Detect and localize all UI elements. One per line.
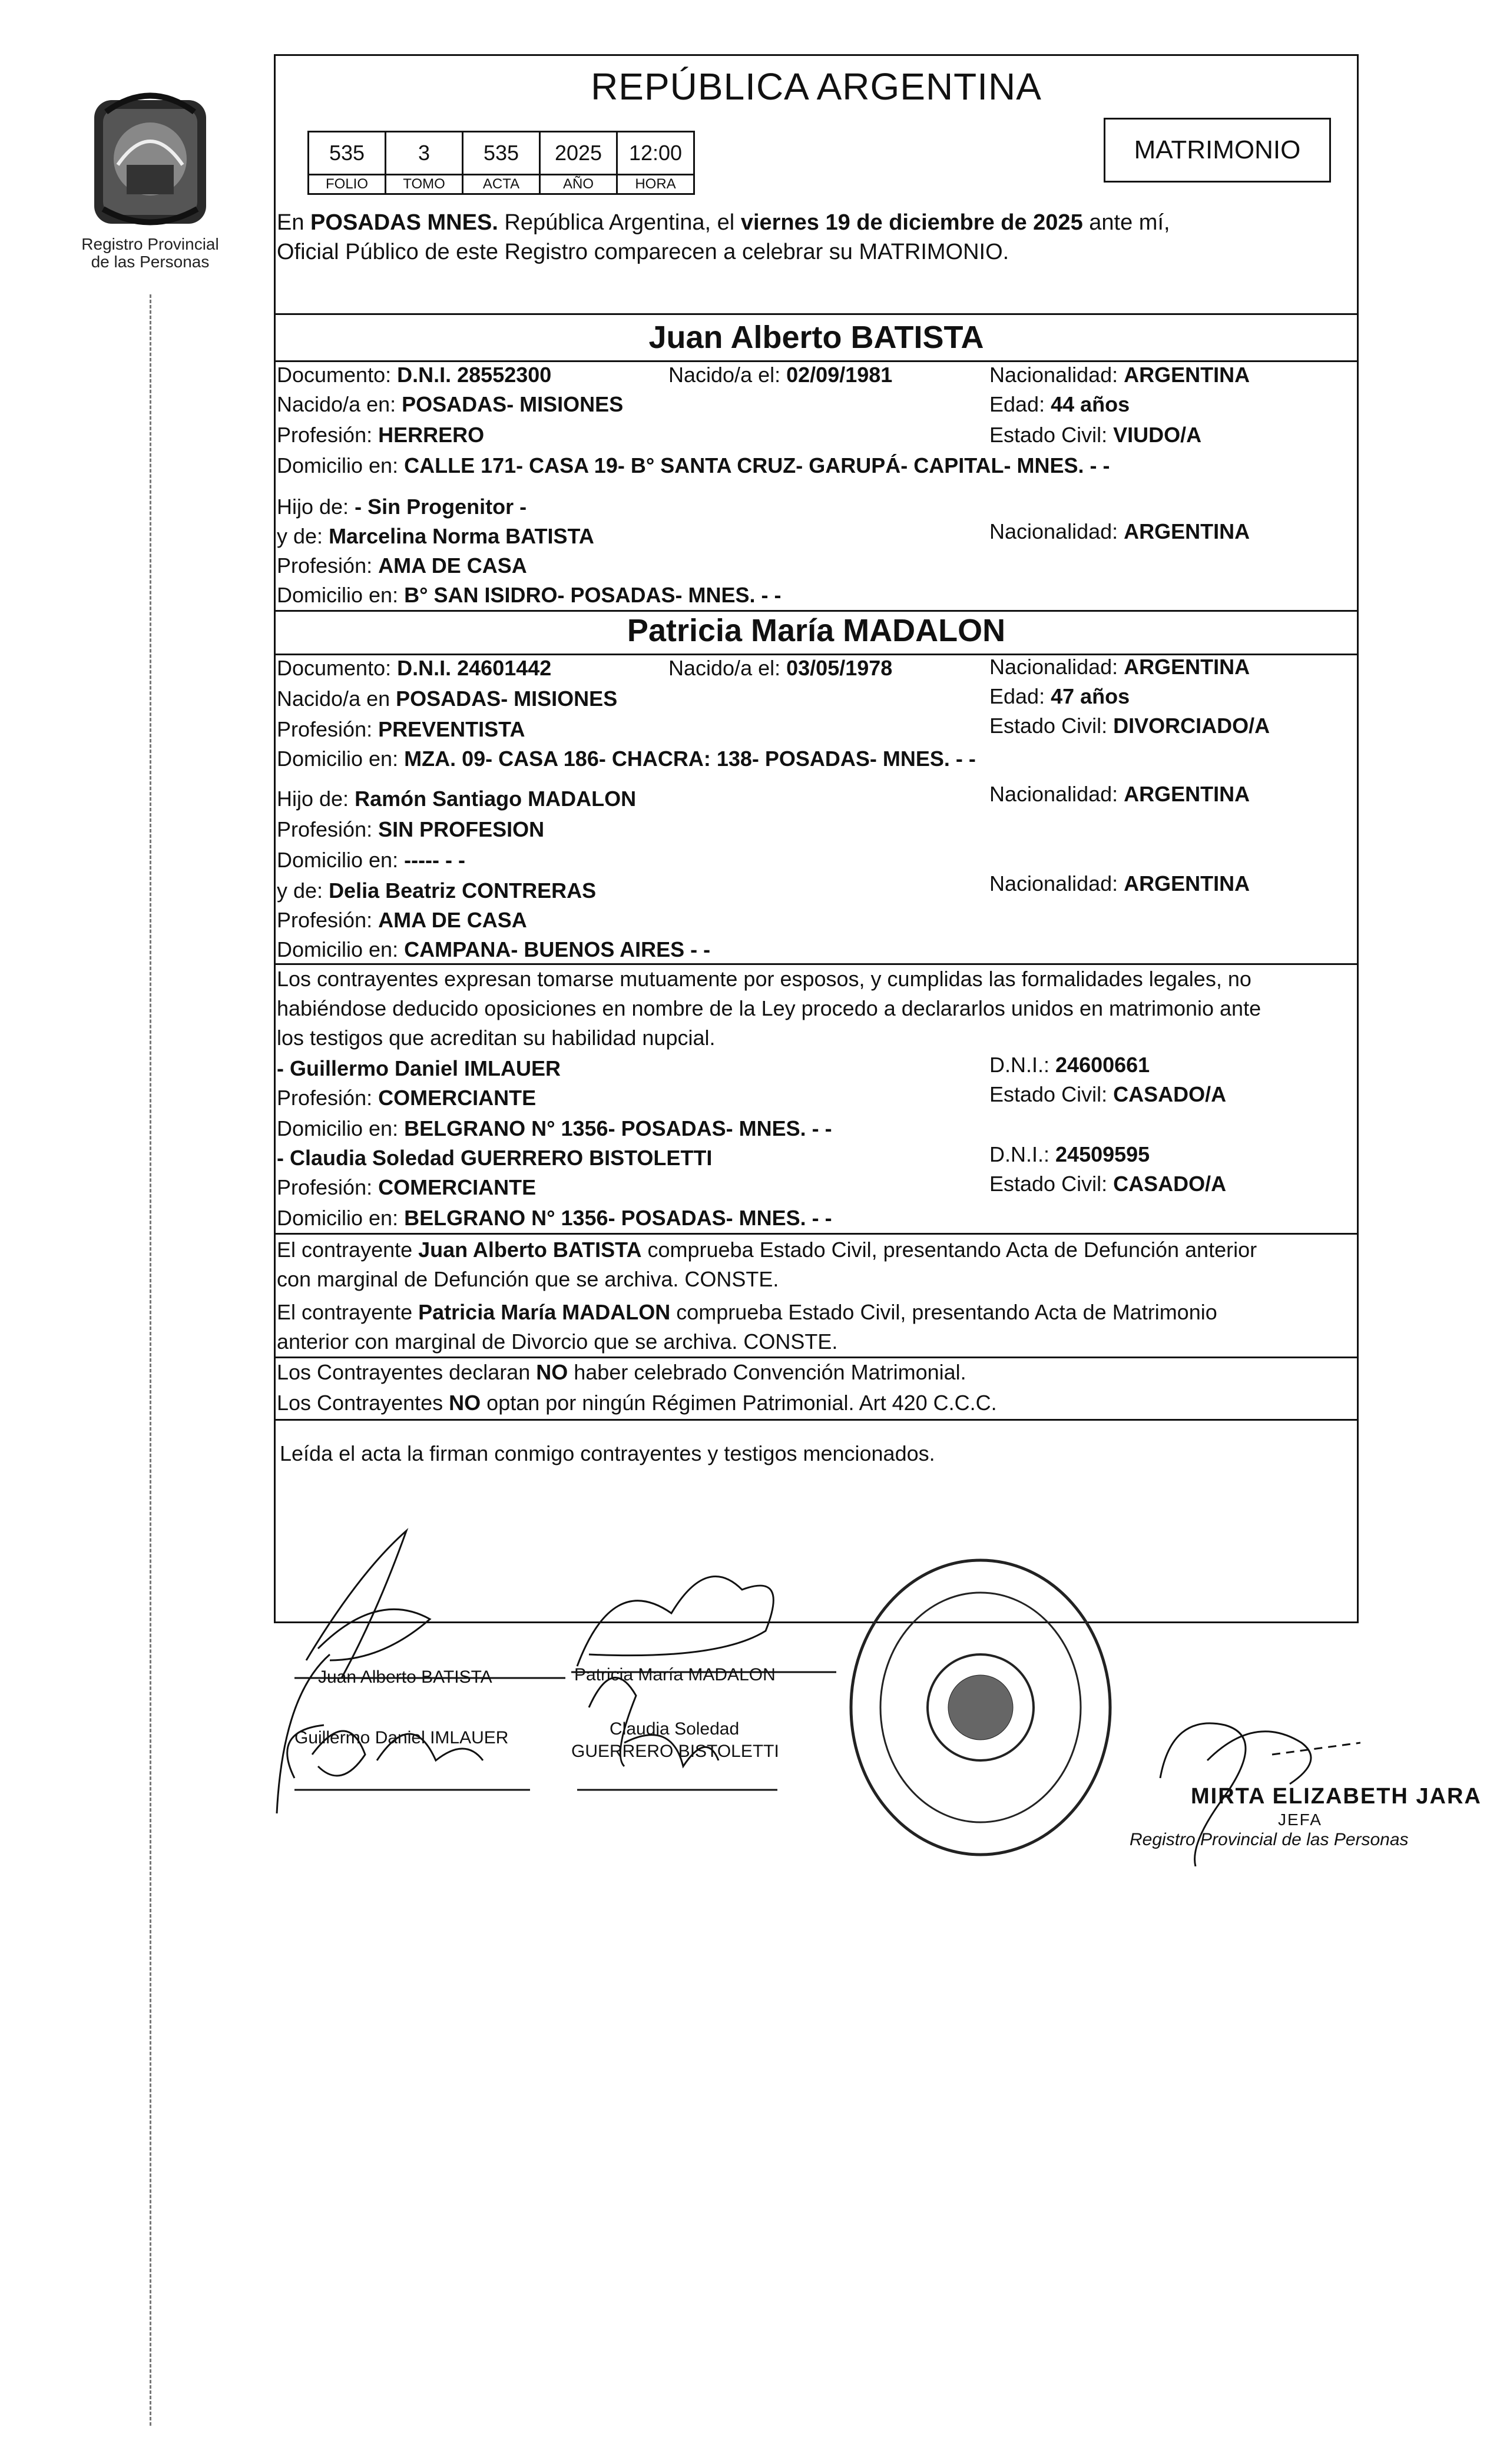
bride-father-nationality: Nacionalidad: ARGENTINA [989,782,1250,806]
declaration-line-3: los testigos que acreditan su habilidad nupcial. [277,1026,716,1050]
regime-line-1: Los Contrayentes declaran NO haber celebrado Convención Matrimonial. [277,1360,966,1384]
acta-value: 535 [463,132,540,175]
note-bride-line-2: anterior con marginal de Divorcio que se archiva. CONSTE. [277,1329,838,1354]
margin-dashed-line [150,294,151,2426]
acta-label: ACTA [463,175,540,194]
folio-value: 535 [309,132,386,175]
regime-line-2: Los Contrayentes NO optan por ningún Régimen Patrimonial. Art 420 C.C.C. [277,1391,997,1415]
witness2-name: - Claudia Soledad GUERRERO BISTOLETTI [277,1146,713,1170]
groom-nationality: Nacionalidad: ARGENTINA [989,363,1250,387]
groom-born-date: Nacido/a el: 02/09/1981 [668,363,893,387]
bride-nationality: Nacionalidad: ARGENTINA [989,655,1250,679]
witness2-signature-label-2: GUERRERO BISTOLETTI [571,1742,779,1761]
witness1-dni: D.N.I.: 24600661 [989,1053,1150,1077]
bride-mother-nationality: Nacionalidad: ARGENTINA [989,871,1250,896]
section-divider [274,963,1359,965]
witness1-name: - Guillermo Daniel IMLAUER [277,1056,561,1080]
country-heading: REPÚBLICA ARGENTINA [591,65,1042,108]
act-type-box: MATRIMONIO [1104,118,1331,183]
bride-born-place: Nacido/a en POSADAS- MISIONES [277,687,618,711]
bride-mother-profession: Profesión: AMA DE CASA [277,908,527,932]
hora-value: 12:00 [617,132,694,175]
groom-civil-status: Estado Civil: VIUDO/A [989,423,1202,447]
groom-profession: Profesión: HERRERO [277,423,485,447]
groom-signature-label: Juan Alberto BATISTA [318,1667,492,1687]
intro-line-2: Oficial Público de este Registro comparecen a celebrar su MATRIMONIO. [277,240,1009,264]
intro-date: viernes 19 de diciembre de 2025 [740,210,1083,235]
bride-born-date: Nacido/a el: 03/05/1978 [668,656,893,680]
bride-document: Documento: D.N.I. 24601442 [277,656,552,680]
hora-label: HORA [617,175,694,194]
groom-mother: y de: Marcelina Norma BATISTA [277,524,594,548]
declaration-line-2: habiéndose deducido oposiciones en nombre de la Ley procedo a declararlos unidos en matrimonio ante [277,996,1261,1020]
tomo-value: 3 [386,132,463,175]
witness1-signature-label: Guillermo Daniel IMLAUER [294,1728,509,1747]
bride-father: Hijo de: Ramón Santiago MADALON [277,787,637,811]
groom-name-heading: Juan Alberto BATISTA [648,320,984,355]
bride-mother-address: Domicilio en: CAMPANA- BUENOS AIRES - - [277,937,711,961]
bride-address: Domicilio en: MZA. 09- CASA 186- CHACRA: 138- POSADAS- MNES. - - [277,747,976,771]
witness1-civil-status: Estado Civil: CASADO/A [989,1082,1227,1106]
folio-label: FOLIO [309,175,386,194]
witness2-address: Domicilio en: BELGRANO N° 1356- POSADAS- MNES. - - [277,1206,832,1230]
intro-line-1: En POSADAS MNES. República Argentina, el viernes 19 de diciembre de 2025 ante mí, [277,210,1170,235]
intro-place: POSADAS MNES. [310,210,498,235]
bride-mother: y de: Delia Beatriz CONTRERAS [277,878,597,903]
groom-mother-address: Domicilio en: B° SAN ISIDRO- POSADAS- MNES. - - [277,583,782,607]
groom-signature-icon [294,1531,565,1678]
witness1-profession: Profesión: COMERCIANTE [277,1086,537,1110]
closing-statement: Leída el acta la firman conmigo contrayentes y testigos mencionados. [280,1441,935,1465]
tomo-label: TOMO [386,175,463,194]
emblem-caption-1: Registro Provincial [81,235,219,253]
section-divider [274,313,1359,315]
bride-signature-icon [571,1577,836,1673]
registry-reference-table [307,131,695,195]
official-registry: Registro Provincial de las Personas [1130,1830,1409,1849]
official-name: MIRTA ELIZABETH JARA [1191,1784,1482,1809]
witness1-address: Domicilio en: BELGRANO N° 1356- POSADAS- MNES. - - [277,1116,832,1140]
section-divider [274,610,1359,612]
witness2-signature-label-1: Claudia Soledad [610,1719,740,1739]
anio-value: 2025 [540,132,617,175]
groom-mother-profession: Profesión: AMA DE CASA [277,553,527,578]
witness2-civil-status: Estado Civil: CASADO/A [989,1172,1227,1196]
groom-age: Edad: 44 años [989,392,1130,416]
misiones-seal-icon [71,77,230,236]
note-bride-line-1: El contrayente Patricia María MADALON comprueba Estado Civil, presentando Acta de Matrimonio [277,1300,1217,1324]
declaration-line-1: Los contrayentes expresan tomarse mutuamente por esposos, y cumplidas las formalidades legales, no [277,967,1251,991]
bride-civil-status: Estado Civil: DIVORCIADO/A [989,714,1270,738]
witness2-profession: Profesión: COMERCIANTE [277,1175,537,1199]
note-groom-line-1: El contrayente Juan Alberto BATISTA comprueba Estado Civil, presentando Acta de Defunción anterior [277,1238,1257,1262]
groom-document: Documento: D.N.I. 28552300 [277,363,552,387]
bride-father-profession: Profesión: SIN PROFESION [277,817,545,841]
bride-signature-label: Patricia María MADALON [574,1665,776,1684]
witness2-dni: D.N.I.: 24509595 [989,1142,1150,1166]
anio-label: AÑO [540,175,617,194]
section-divider [274,1233,1359,1235]
groom-address: Domicilio en: CALLE 171- CASA 19- B° SANTA CRUZ- GARUPÁ- CAPITAL- MNES. - - [277,453,1110,477]
groom-father: Hijo de: - Sin Progenitor - [277,495,527,519]
groom-born-place: Nacido/a en: POSADAS- MISIONES [277,392,624,416]
registry-round-seal-icon [842,1551,1119,1863]
groom-mother-nationality: Nacionalidad: ARGENTINA [989,519,1250,543]
bride-father-address: Domicilio en: ----- - - [277,848,466,872]
section-divider [274,1357,1359,1358]
bride-age: Edad: 47 años [989,684,1130,708]
registry-emblem [71,77,230,283]
emblem-caption-2: de las Personas [91,253,210,271]
bride-name-heading: Patricia María MADALON [627,613,1006,648]
section-divider [274,1419,1359,1421]
bride-profession: Profesión: PREVENTISTA [277,717,525,741]
official-role: JEFA [1278,1810,1322,1829]
note-groom-line-2: con marginal de Defunción que se archiva. CONSTE. [277,1267,779,1291]
